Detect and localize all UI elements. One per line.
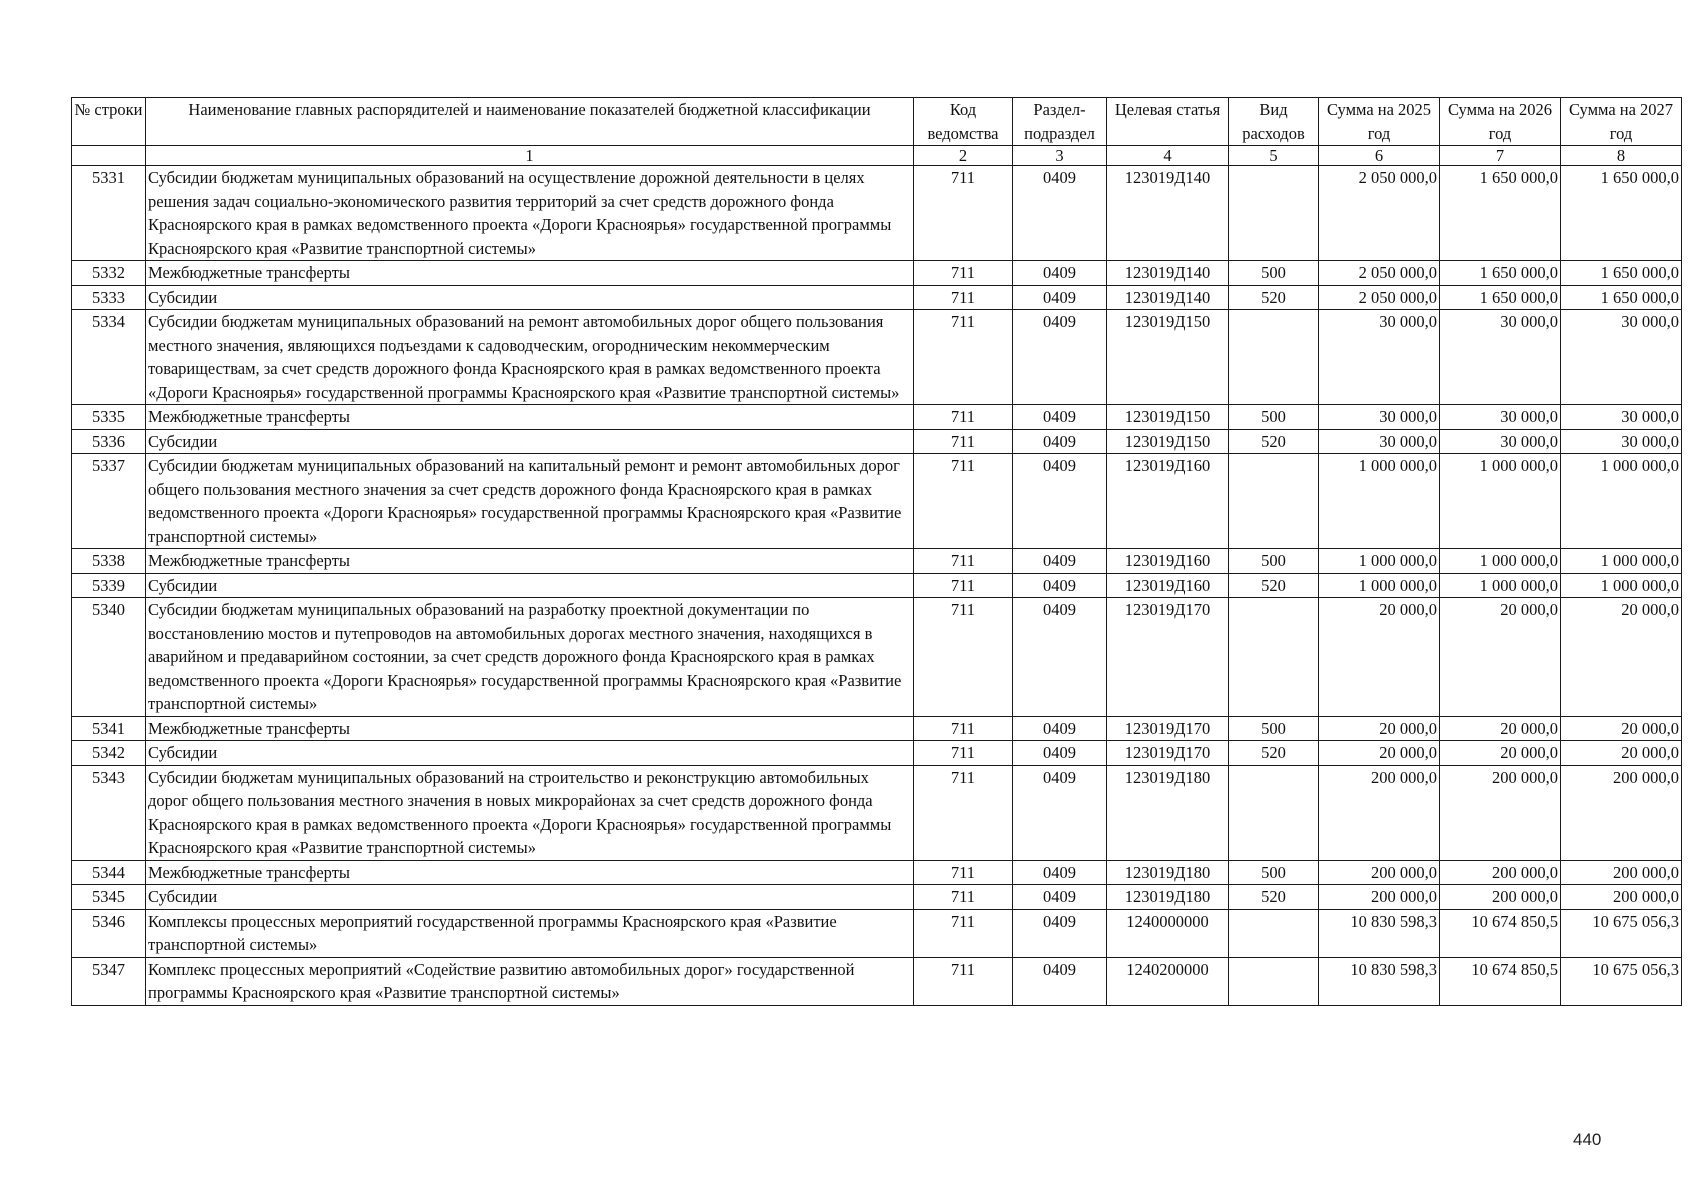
sum-2025: 2 050 000,0 xyxy=(1319,166,1440,261)
row-name: Межбюджетные трансферты xyxy=(146,405,914,430)
budget-table xyxy=(71,97,1682,1006)
sum-2027: 200 000,0 xyxy=(1561,860,1682,885)
sum-2026: 1 000 000,0 xyxy=(1440,549,1561,574)
row-name: Субсидии xyxy=(146,573,914,598)
row-name: Субсидии бюджетам муниципальных образований на строительство и реконструкцию автомобильных дорог общего пользования местного значения в новых микрорайонах за счет средств дорожного фонда Красноярского края в рамках ведомственного проекта «Дороги Красноярья» государственной программы Красноярского края «Развитие транспортной системы» xyxy=(146,765,914,860)
sum-2025: 200 000,0 xyxy=(1319,860,1440,885)
table-row xyxy=(72,454,1682,549)
sum-2025: 30 000,0 xyxy=(1319,429,1440,454)
row-number: 5340 xyxy=(72,598,146,717)
row-name: Межбюджетные трансферты xyxy=(146,261,914,286)
target-article: 123019Д150 xyxy=(1107,429,1229,454)
sum-2027: 1 650 000,0 xyxy=(1561,261,1682,286)
sum-2025: 20 000,0 xyxy=(1319,741,1440,766)
sum-2026: 200 000,0 xyxy=(1440,885,1561,910)
sum-2027: 30 000,0 xyxy=(1561,405,1682,430)
sum-2026: 10 674 850,5 xyxy=(1440,957,1561,1005)
row-number: 5342 xyxy=(72,741,146,766)
table-row xyxy=(72,860,1682,885)
target-article: 123019Д160 xyxy=(1107,549,1229,574)
target-article: 123019Д140 xyxy=(1107,261,1229,286)
sum-2025: 1 000 000,0 xyxy=(1319,573,1440,598)
sum-2027: 10 675 056,3 xyxy=(1561,909,1682,957)
column-number: 4 xyxy=(1107,146,1229,166)
table-row xyxy=(72,957,1682,1005)
row-number: 5333 xyxy=(72,285,146,310)
sum-2026: 20 000,0 xyxy=(1440,598,1561,717)
row-name: Межбюджетные трансферты xyxy=(146,549,914,574)
department-code: 711 xyxy=(914,405,1013,430)
section-code: 0409 xyxy=(1013,285,1107,310)
section-code: 0409 xyxy=(1013,261,1107,286)
target-article: 1240200000 xyxy=(1107,957,1229,1005)
department-code: 711 xyxy=(914,454,1013,549)
row-number: 5336 xyxy=(72,429,146,454)
table-row xyxy=(72,405,1682,430)
department-code: 711 xyxy=(914,765,1013,860)
header-sum-2025: Сумма на 2025 год xyxy=(1319,98,1440,146)
header-section: Раздел-подраздел xyxy=(1013,98,1107,146)
sum-2025: 200 000,0 xyxy=(1319,765,1440,860)
row-number: 5334 xyxy=(72,310,146,405)
header-row-number: № строки xyxy=(72,98,146,146)
table-body xyxy=(72,166,1682,1006)
section-code: 0409 xyxy=(1013,741,1107,766)
section-code: 0409 xyxy=(1013,310,1107,405)
sum-2025: 30 000,0 xyxy=(1319,405,1440,430)
sum-2027: 20 000,0 xyxy=(1561,598,1682,717)
target-article: 123019Д170 xyxy=(1107,716,1229,741)
sum-2026: 200 000,0 xyxy=(1440,860,1561,885)
sum-2027: 1 650 000,0 xyxy=(1561,285,1682,310)
table-row xyxy=(72,549,1682,574)
section-code: 0409 xyxy=(1013,765,1107,860)
row-number: 5337 xyxy=(72,454,146,549)
row-number: 5339 xyxy=(72,573,146,598)
department-code: 711 xyxy=(914,909,1013,957)
row-name: Субсидии бюджетам муниципальных образований на осуществление дорожной деятельности в целях решения задач социально-экономического развития территорий за счет средств дорожного фонда Красноярского края в рамках ведомственного проекта «Дороги Красноярья» государственной программы Красноярского края «Развитие транспортной системы» xyxy=(146,166,914,261)
table-header xyxy=(72,98,1682,166)
sum-2027: 200 000,0 xyxy=(1561,885,1682,910)
table-row xyxy=(72,573,1682,598)
sum-2027: 20 000,0 xyxy=(1561,716,1682,741)
department-code: 711 xyxy=(914,741,1013,766)
table-row xyxy=(72,310,1682,405)
target-article: 123019Д180 xyxy=(1107,885,1229,910)
row-number: 5332 xyxy=(72,261,146,286)
sum-2026: 30 000,0 xyxy=(1440,310,1561,405)
expense-type: 520 xyxy=(1229,285,1319,310)
column-number-row xyxy=(72,146,1682,166)
section-code: 0409 xyxy=(1013,573,1107,598)
sum-2025: 200 000,0 xyxy=(1319,885,1440,910)
sum-2025: 10 830 598,3 xyxy=(1319,909,1440,957)
target-article: 123019Д170 xyxy=(1107,598,1229,717)
row-name: Субсидии xyxy=(146,741,914,766)
target-article: 123019Д140 xyxy=(1107,166,1229,261)
department-code: 711 xyxy=(914,957,1013,1005)
column-number: 2 xyxy=(914,146,1013,166)
header-sum-2026: Сумма на 2026 год xyxy=(1440,98,1561,146)
sum-2026: 1 000 000,0 xyxy=(1440,454,1561,549)
sum-2027: 30 000,0 xyxy=(1561,310,1682,405)
table-row xyxy=(72,716,1682,741)
column-number: 7 xyxy=(1440,146,1561,166)
row-name: Межбюджетные трансферты xyxy=(146,716,914,741)
sum-2026: 1 000 000,0 xyxy=(1440,573,1561,598)
section-code: 0409 xyxy=(1013,957,1107,1005)
table-row xyxy=(72,166,1682,261)
sum-2025: 20 000,0 xyxy=(1319,598,1440,717)
header-department-code: Код ведомства xyxy=(914,98,1013,146)
sum-2027: 1 000 000,0 xyxy=(1561,454,1682,549)
department-code: 711 xyxy=(914,860,1013,885)
header-sum-2027: Сумма на 2027 год xyxy=(1561,98,1682,146)
target-article: 123019Д180 xyxy=(1107,860,1229,885)
sum-2025: 1 000 000,0 xyxy=(1319,454,1440,549)
row-name: Субсидии xyxy=(146,285,914,310)
column-number: 1 xyxy=(146,146,914,166)
expense-type xyxy=(1229,310,1319,405)
department-code: 711 xyxy=(914,429,1013,454)
row-number: 5338 xyxy=(72,549,146,574)
expense-type xyxy=(1229,909,1319,957)
sum-2026: 1 650 000,0 xyxy=(1440,261,1561,286)
row-name: Комплексы процессных мероприятий государственной программы Красноярского края «Развитие транспортной системы» xyxy=(146,909,914,957)
sum-2026: 1 650 000,0 xyxy=(1440,285,1561,310)
table-row xyxy=(72,885,1682,910)
expense-type: 500 xyxy=(1229,716,1319,741)
sum-2026: 1 650 000,0 xyxy=(1440,166,1561,261)
department-code: 711 xyxy=(914,261,1013,286)
sum-2027: 20 000,0 xyxy=(1561,741,1682,766)
sum-2027: 1 650 000,0 xyxy=(1561,166,1682,261)
column-number: 8 xyxy=(1561,146,1682,166)
sum-2025: 2 050 000,0 xyxy=(1319,285,1440,310)
sum-2026: 20 000,0 xyxy=(1440,716,1561,741)
sum-2025: 2 050 000,0 xyxy=(1319,261,1440,286)
sum-2025: 30 000,0 xyxy=(1319,310,1440,405)
expense-type: 520 xyxy=(1229,429,1319,454)
section-code: 0409 xyxy=(1013,166,1107,261)
target-article: 123019Д160 xyxy=(1107,454,1229,549)
table-row xyxy=(72,261,1682,286)
target-article: 123019Д180 xyxy=(1107,765,1229,860)
expense-type: 520 xyxy=(1229,741,1319,766)
expense-type xyxy=(1229,598,1319,717)
section-code: 0409 xyxy=(1013,429,1107,454)
sum-2026: 30 000,0 xyxy=(1440,405,1561,430)
sum-2026: 30 000,0 xyxy=(1440,429,1561,454)
row-name: Межбюджетные трансферты xyxy=(146,860,914,885)
column-number: 6 xyxy=(1319,146,1440,166)
section-code: 0409 xyxy=(1013,549,1107,574)
section-code: 0409 xyxy=(1013,454,1107,549)
expense-type: 500 xyxy=(1229,549,1319,574)
sum-2025: 20 000,0 xyxy=(1319,716,1440,741)
row-number: 5347 xyxy=(72,957,146,1005)
row-number: 5341 xyxy=(72,716,146,741)
section-code: 0409 xyxy=(1013,405,1107,430)
table-row xyxy=(72,741,1682,766)
sum-2027: 10 675 056,3 xyxy=(1561,957,1682,1005)
department-code: 711 xyxy=(914,285,1013,310)
row-name: Комплекс процессных мероприятий «Содействие развитию автомобильных дорог» государственной программы Красноярского края «Развитие транспортной системы» xyxy=(146,957,914,1005)
section-code: 0409 xyxy=(1013,885,1107,910)
section-code: 0409 xyxy=(1013,716,1107,741)
table-row xyxy=(72,285,1682,310)
expense-type: 500 xyxy=(1229,261,1319,286)
target-article: 123019Д160 xyxy=(1107,573,1229,598)
row-number: 5335 xyxy=(72,405,146,430)
target-article: 123019Д170 xyxy=(1107,741,1229,766)
table-row xyxy=(72,598,1682,717)
department-code: 711 xyxy=(914,549,1013,574)
sum-2025: 1 000 000,0 xyxy=(1319,549,1440,574)
row-number: 5345 xyxy=(72,885,146,910)
expense-type: 520 xyxy=(1229,885,1319,910)
expense-type: 520 xyxy=(1229,573,1319,598)
sum-2027: 30 000,0 xyxy=(1561,429,1682,454)
header-target-article: Целевая статья xyxy=(1107,98,1229,146)
section-code: 0409 xyxy=(1013,860,1107,885)
sum-2026: 20 000,0 xyxy=(1440,741,1561,766)
sum-2027: 1 000 000,0 xyxy=(1561,549,1682,574)
column-number xyxy=(72,146,146,166)
expense-type: 500 xyxy=(1229,860,1319,885)
target-article: 123019Д150 xyxy=(1107,310,1229,405)
row-name: Субсидии бюджетам муниципальных образований на разработку проектной документации по восстановлению мостов и путепроводов на автомобильных дорогах местного значения, находящихся в аварийном и предаварийном состоянии, за счет средств дорожного фонда Красноярского края в рамках ведомственного проекта «Дороги Красноярья» государственной программы Красноярского края «Развитие транспортной системы» xyxy=(146,598,914,717)
expense-type: 500 xyxy=(1229,405,1319,430)
row-name: Субсидии бюджетам муниципальных образований на капитальный ремонт и ремонт автомобильных дорог общего пользования местного значения за счет средств дорожного фонда Красноярского края в рамках ведомственного проекта «Дороги Красноярья» государственной программы Красноярского края «Развитие транспортной системы» xyxy=(146,454,914,549)
row-name: Субсидии бюджетам муниципальных образований на ремонт автомобильных дорог общего пользования местного значения, являющихся подъездами к садоводческим, огородническим некоммерческим товариществам, за счет средств дорожного фонда Красноярского края в рамках ведомственного проекта «Дороги Красноярья» государственной программы Красноярского края «Развитие транспортной системы» xyxy=(146,310,914,405)
department-code: 711 xyxy=(914,166,1013,261)
row-number: 5344 xyxy=(72,860,146,885)
page-number: 440 xyxy=(1573,1130,1602,1149)
expense-type xyxy=(1229,957,1319,1005)
expense-type xyxy=(1229,765,1319,860)
department-code: 711 xyxy=(914,885,1013,910)
row-name: Субсидии xyxy=(146,885,914,910)
column-number: 5 xyxy=(1229,146,1319,166)
target-article: 123019Д150 xyxy=(1107,405,1229,430)
department-code: 711 xyxy=(914,716,1013,741)
department-code: 711 xyxy=(914,573,1013,598)
row-number: 5346 xyxy=(72,909,146,957)
expense-type xyxy=(1229,166,1319,261)
department-code: 711 xyxy=(914,310,1013,405)
table-row xyxy=(72,909,1682,957)
row-number: 5343 xyxy=(72,765,146,860)
header-expense-type: Вид расходов xyxy=(1229,98,1319,146)
sum-2025: 10 830 598,3 xyxy=(1319,957,1440,1005)
column-number: 3 xyxy=(1013,146,1107,166)
section-code: 0409 xyxy=(1013,598,1107,717)
table-row xyxy=(72,429,1682,454)
sum-2027: 200 000,0 xyxy=(1561,765,1682,860)
sum-2027: 1 000 000,0 xyxy=(1561,573,1682,598)
sum-2026: 200 000,0 xyxy=(1440,765,1561,860)
row-name: Субсидии xyxy=(146,429,914,454)
table-row xyxy=(72,765,1682,860)
department-code: 711 xyxy=(914,598,1013,717)
row-number: 5331 xyxy=(72,166,146,261)
target-article: 1240000000 xyxy=(1107,909,1229,957)
section-code: 0409 xyxy=(1013,909,1107,957)
sum-2026: 10 674 850,5 xyxy=(1440,909,1561,957)
header-name: Наименование главных распорядителей и наименование показателей бюджетной классификации xyxy=(146,98,914,146)
target-article: 123019Д140 xyxy=(1107,285,1229,310)
expense-type xyxy=(1229,454,1319,549)
